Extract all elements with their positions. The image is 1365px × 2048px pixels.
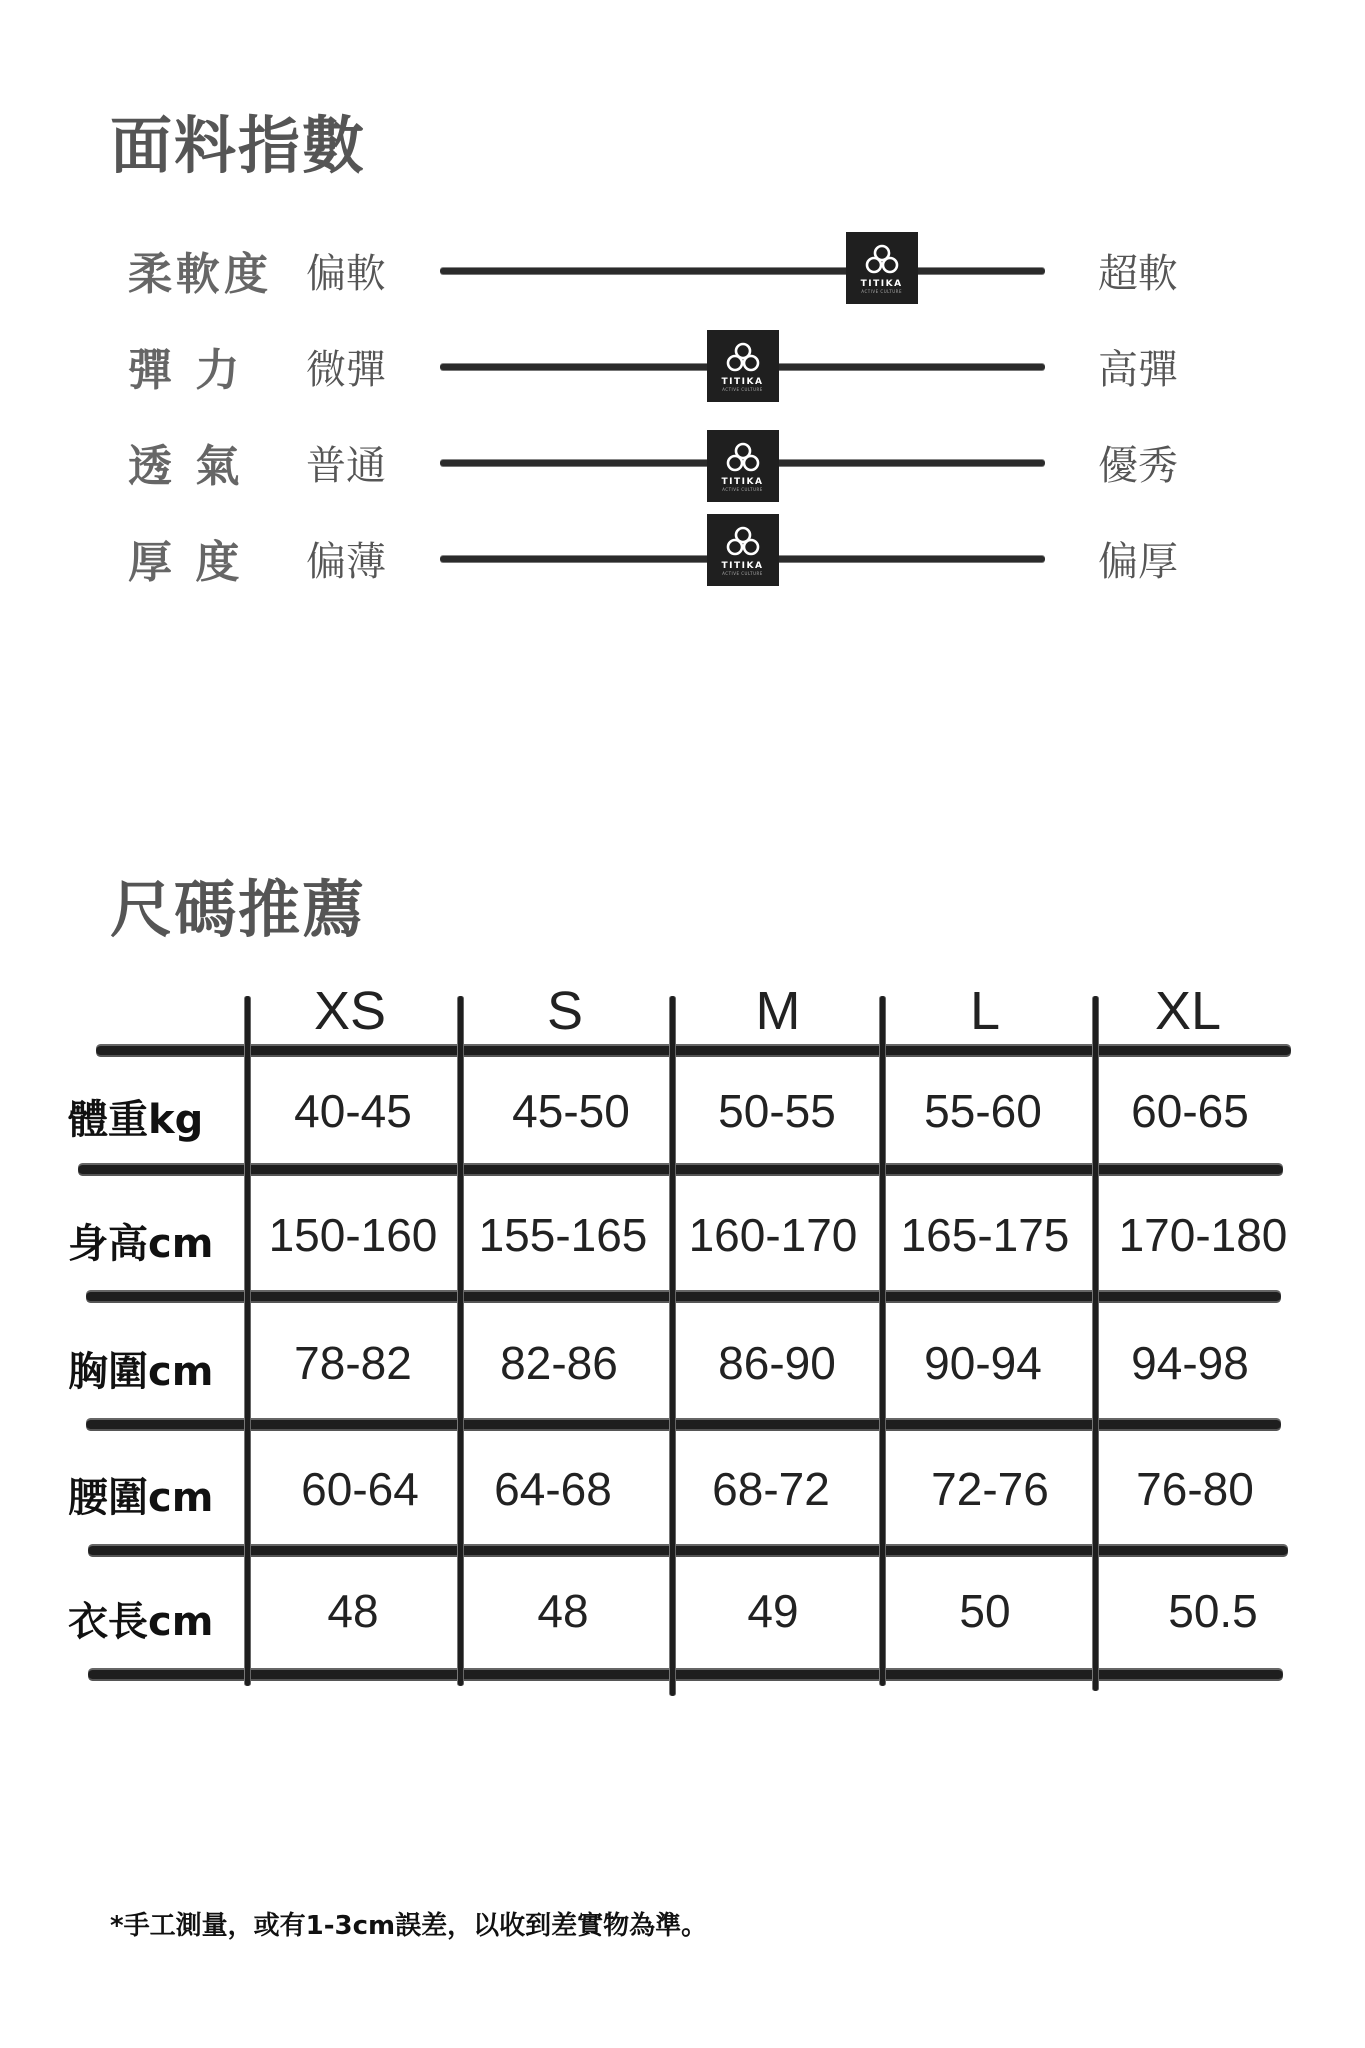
marker-brand: TITIKA [721,376,764,387]
table-cell: 50 [959,1585,1011,1637]
table-cell: 45-50 [512,1085,630,1137]
fabric-row-max: 高彈 [1098,347,1178,393]
fabric-row-max: 超軟 [1098,251,1178,297]
size-column-header: XL [1154,981,1222,1041]
fabric-row-label: 厚 度 [128,537,244,588]
fabric-row-label: 柔軟度 [128,249,272,300]
table-cell: 170-180 [1118,1209,1288,1261]
marker-brand: TITIKA [860,278,903,289]
fabric-row-max: 優秀 [1098,443,1178,489]
fabric-row-min: 普通 [306,443,386,489]
table-rule [88,1670,1283,1679]
table-cell: 72-76 [931,1463,1049,1515]
fabric-row-min: 偏軟 [306,251,386,297]
marker-sub: ACTIVE CULTURE [861,288,902,294]
table-cell: 50.5 [1168,1585,1258,1637]
row-label-weight: 體重kg [68,1097,204,1143]
fabric-row-label: 彈 力 [128,345,244,396]
table-cell: 94-98 [1131,1337,1249,1389]
measurement-footnote: *手工測量，或有1-3cm誤差，以收到差實物為準。 [110,1911,708,1941]
marker-brand: TITIKA [721,560,764,571]
table-rule [88,1546,1288,1555]
table-rule [86,1292,1281,1301]
fabric-row-max: 偏厚 [1098,539,1178,585]
table-rule [78,1165,1283,1174]
size-chart-title: 尺碼推薦 [110,873,367,946]
fabric-row-label: 透 氣 [128,441,244,492]
size-column-header: S [546,981,584,1041]
table-cell: 48 [327,1585,379,1637]
row-label-height: 身高cm [68,1221,214,1267]
table-cell: 86-90 [718,1337,836,1389]
table-cell: 64-68 [494,1463,612,1515]
table-cell: 150-160 [268,1209,438,1261]
table-cell: 50-55 [718,1085,836,1137]
size-column-header: XS [313,981,387,1041]
table-rule [86,1420,1281,1429]
size-column-header: L [969,981,1001,1041]
table-cell: 165-175 [900,1209,1070,1261]
table-cell: 68-72 [712,1463,830,1515]
fabric-row-min: 微彈 [306,347,386,393]
table-cell: 82-86 [500,1337,618,1389]
row-label-length: 衣長cm [68,1599,214,1645]
table-cell: 40-45 [294,1085,412,1137]
row-label-waist: 腰圍cm [68,1475,214,1521]
size-column-header: M [755,981,801,1041]
marker-sub: ACTIVE CULTURE [722,570,763,576]
marker-brand: TITIKA [721,476,764,487]
table-cell: 76-80 [1136,1463,1254,1515]
table-cell: 90-94 [924,1337,1042,1389]
table-cell: 78-82 [294,1337,412,1389]
marker-sub: ACTIVE CULTURE [722,386,763,392]
marker-sub: ACTIVE CULTURE [722,486,763,492]
table-cell: 49 [747,1585,799,1637]
table-cell: 48 [537,1585,589,1637]
row-label-chest: 胸圍cm [68,1349,214,1395]
table-rule [96,1046,1291,1055]
table-cell: 155-165 [478,1209,648,1261]
table-cell: 60-64 [301,1463,419,1515]
table-cell: 60-65 [1131,1085,1249,1137]
fabric-row-min: 偏薄 [306,539,386,585]
fabric-index-title: 面料指數 [110,109,367,182]
table-cell: 160-170 [688,1209,858,1261]
table-cell: 55-60 [924,1085,1042,1137]
